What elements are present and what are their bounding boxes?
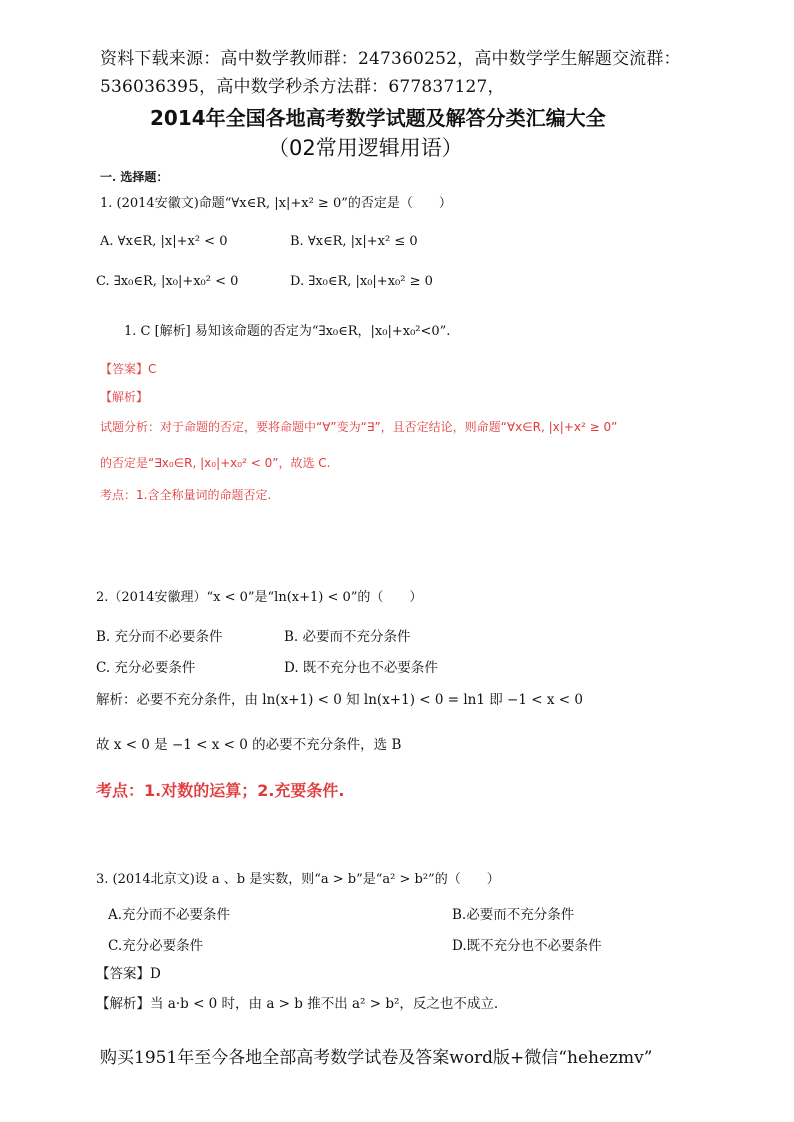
q1-stem: 1. (2014安徽文)命题“∀x∈R, |x|+x² ≥ 0”的否定是（ ）: [100, 196, 452, 211]
q3-option-b: B.必要而不充分条件: [452, 907, 575, 923]
q1-option-a: A. ∀x∈R, |x|+x² < 0: [100, 234, 228, 249]
q3-stem: 3. (2014北京文)设 a 、b 是实数，则“a > b”是“a² > b²”的（ ）: [96, 872, 500, 887]
page-title: 2014年全国各地高考数学试题及解答分类汇编大全: [150, 106, 606, 130]
q1-analysis-line-2: 的否定是“∃x₀∈R, |x₀|+x₀² < 0”，故选 C.: [100, 456, 331, 470]
q1-analysis-line-1: 试题分析：对于命题的否定，要将命题中“∀”变为“∃”，且否定结论，则命题“∀x∈R, |x|+x² ≥ 0”: [100, 420, 618, 434]
q1-answer: 【答案】C: [100, 362, 157, 376]
q1-kaodian: 考点：1.含全称量词的命题否定.: [100, 488, 272, 502]
q2-kaodian: 考点：1.对数的运算；2.充要条件.: [96, 781, 345, 800]
q1-option-d: D. ∃x₀∈R, |x₀|+x₀² ≥ 0: [290, 274, 433, 289]
q3-analysis: 【解析】当 a·b < 0 时，由 a > b 推不出 a² > b²，反之也不成立.: [96, 996, 499, 1012]
q2-solution-line-1: 解析：必要不充分条件，由 ln(x+1) < 0 知 ln(x+1) < 0 = ln1 即 −1 < x < 0: [96, 692, 583, 708]
q1-option-b: B. ∀x∈R, |x|+x² ≤ 0: [290, 234, 418, 249]
q2-stem: 2.（2014安徽理）“x < 0”是“ln(x+1) < 0”的（ ）: [96, 590, 423, 605]
page-subtitle: （02常用逻辑用语）: [268, 136, 463, 160]
q1-analysis-label: 【解析】: [100, 390, 149, 404]
q2-solution-line-2: 故 x < 0 是 −1 < x < 0 的必要不充分条件，选 B: [96, 737, 402, 753]
footer-ad: 购买1951年至今各地全部高考数学试卷及答案word版+微信“hehezmv”: [100, 1048, 653, 1068]
q3-option-d: D.既不充分也不必要条件: [452, 938, 602, 954]
q3-option-a: A.充分而不必要条件: [108, 907, 231, 923]
section-heading: 一. 选择题：: [100, 170, 169, 184]
q2-option-d: D. 既不充分也不必要条件: [284, 660, 438, 676]
q3-answer: 【答案】D: [96, 966, 161, 982]
q3-option-c: C.充分必要条件: [108, 938, 204, 954]
q2-option-c: C. 充分必要条件: [96, 660, 196, 676]
header-line-2: 536036395，高中数学秒杀方法群：677837127，: [100, 77, 505, 97]
q2-option-b: B. 必要而不充分条件: [284, 629, 411, 645]
q2-option-a: B. 充分而不必要条件: [96, 629, 223, 645]
q1-solution: 1. C [解析] 易知该命题的否定为“∃x₀∈R，|x₀|+x₀²<0”.: [124, 324, 451, 339]
q1-option-c: C. ∃x₀∈R, |x₀|+x₀² < 0: [96, 274, 239, 289]
header-line-1: 资料下载来源：高中数学教师群：247360252，高中数学学生解题交流群：: [100, 49, 681, 69]
